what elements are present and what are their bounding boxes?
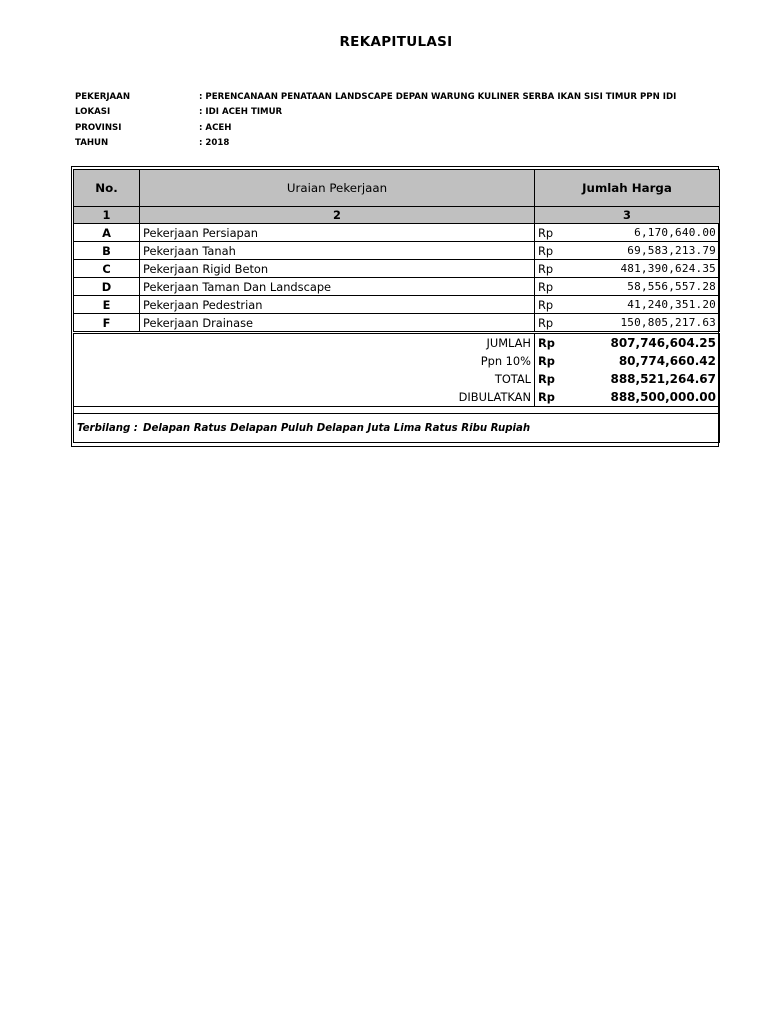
row-amount: 58,556,557.28 [565,278,720,296]
row-currency: Rp [535,224,565,242]
terbilang-cell [74,414,720,443]
summary-row-dibulatkan [74,388,720,407]
summary-amount: 80,774,660.42 [565,352,720,370]
summary-amount: 807,746,604.25 [565,333,720,353]
summary-currency: Rp [535,370,565,388]
row-currency: Rp [535,296,565,314]
row-currency: Rp [535,278,565,296]
row-number: A [74,224,140,242]
row-description: Pekerjaan Persiapan [140,224,535,242]
info-label: TAHUN [75,137,109,148]
info-row-lokasi [75,105,676,120]
info-value: : PERENCANAAN PENATAAN LANDSCAPE DEPAN WARUNG KULINER SERBA IKAN SISI TIMUR PPN IDI [199,92,677,102]
column-index: 2 [140,207,535,224]
row-number: C [74,260,140,278]
row-description: Pekerjaan Rigid Beton [140,260,535,278]
column-index-row [74,207,720,224]
column-index: 3 [535,207,720,224]
row-number: F [74,314,140,333]
summary-amount: 888,521,264.67 [565,370,720,388]
project-info [75,90,676,151]
table-row [74,296,720,314]
terbilang-text: Delapan Ratus Delapan Puluh Delapan Juta Lima Ratus Ribu Rupiah [143,422,531,434]
row-amount: 69,583,213.79 [565,242,720,260]
row-description: Pekerjaan Pedestrian [140,296,535,314]
table-header-row [74,170,720,207]
info-value: : IDI ACEH TIMUR [199,107,283,118]
table-row [74,314,720,333]
summary-currency: Rp [535,388,565,407]
header-description: Uraian Pekerjaan [140,170,535,207]
column-index: 1 [74,207,140,224]
spacer [74,407,720,414]
terbilang-row [74,414,720,443]
row-currency: Rp [535,260,565,278]
info-row-tahun [75,136,676,151]
info-row-pekerjaan [75,90,676,105]
row-description: Pekerjaan Tanah [140,242,535,260]
info-label: PEKERJAAN [75,92,131,102]
row-description: Pekerjaan Drainase [140,314,535,333]
row-amount: 6,170,640.00 [565,224,720,242]
row-number: E [74,296,140,314]
summary-row-jumlah [74,333,720,353]
row-number: B [74,242,140,260]
info-value: : 2018 [199,137,230,148]
row-amount: 481,390,624.35 [565,260,720,278]
info-value: : ACEH [199,122,232,133]
info-label: LOKASI [75,107,111,118]
header-no: No. [74,170,140,207]
summary-label: JUMLAH [74,333,535,353]
summary-currency: Rp [535,352,565,370]
terbilang-label: Terbilang : [77,422,138,434]
summary-currency: Rp [535,333,565,353]
page-title: REKAPITULASI [339,34,453,50]
summary-row-ppn [74,352,720,370]
header-amount: Jumlah Harga [535,170,720,207]
spacer-row [74,407,720,414]
row-number: D [74,278,140,296]
row-amount: 150,805,217.63 [565,314,720,333]
info-row-provinsi [75,121,676,136]
row-currency: Rp [535,242,565,260]
row-currency: Rp [535,314,565,333]
row-amount: 41,240,351.20 [565,296,720,314]
table-row [74,260,720,278]
info-label: PROVINSI [75,122,122,133]
summary-label: Ppn 10% [74,352,535,370]
summary-label: TOTAL [74,370,535,388]
table-row [74,242,720,260]
recap-table [73,169,720,443]
summary-label: DIBULATKAN [74,388,535,407]
summary-row-total [74,370,720,388]
table-row [74,278,720,296]
row-description: Pekerjaan Taman Dan Landscape [140,278,535,296]
table-row [74,224,720,242]
summary-amount: 888,500,000.00 [565,388,720,407]
